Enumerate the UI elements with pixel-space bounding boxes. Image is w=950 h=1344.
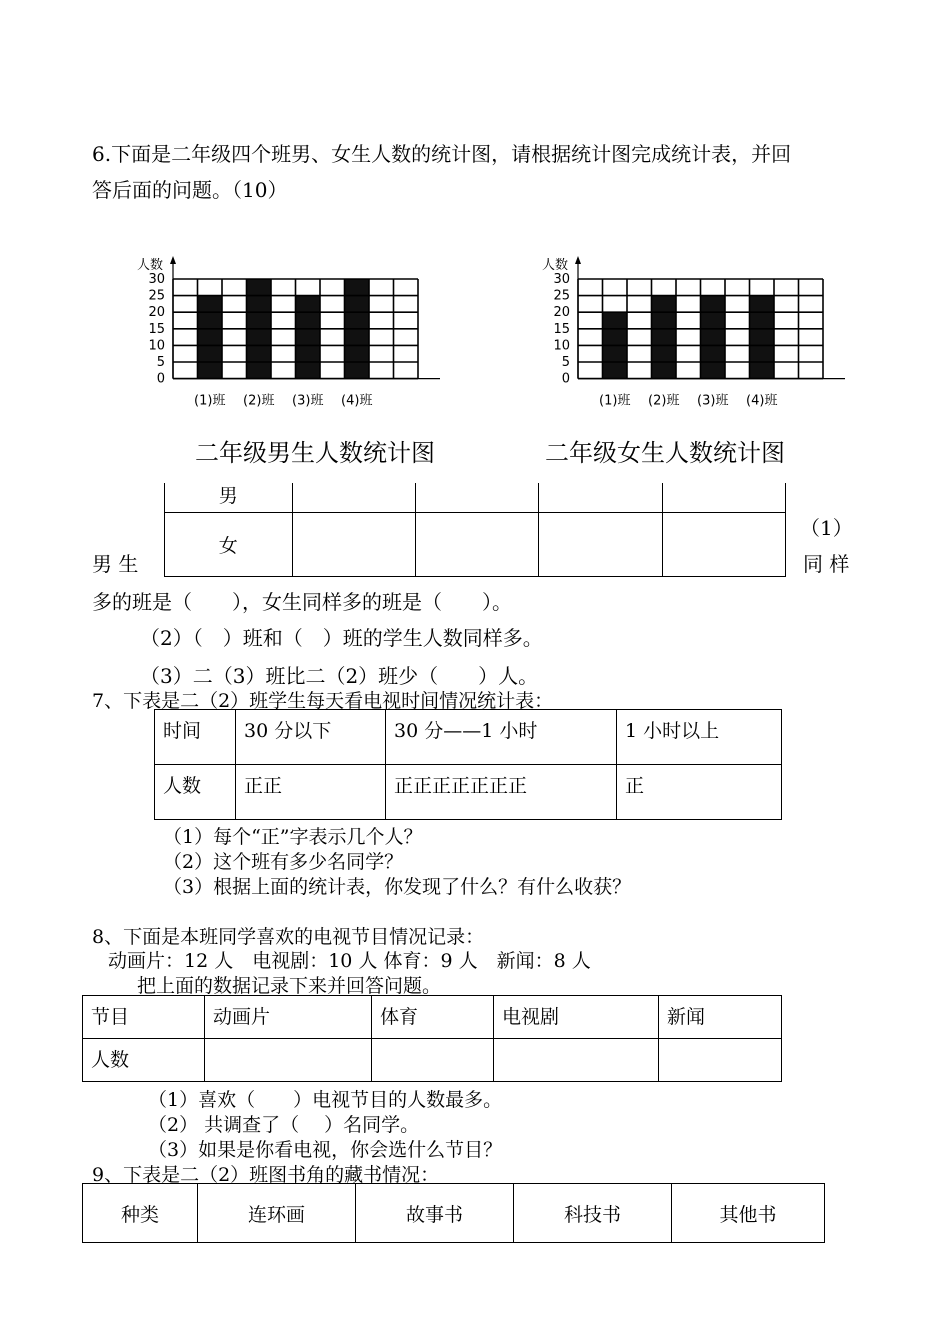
q7-header-under30: 30 分以下 (236, 710, 386, 765)
q7-header-30to60: 30 分——1 小时 (386, 710, 617, 765)
q7-row-label: 人数 (155, 765, 236, 820)
boy-bar-chart (120, 250, 440, 415)
q7-header-time: 时间 (155, 710, 236, 765)
q6-question-2: （2）（ ）班和（ ）班的学生人数同样多。 (140, 626, 543, 650)
table-cell[interactable] (659, 1039, 782, 1082)
y-axis-arrow (170, 256, 176, 264)
q7-tally-30to60: 正正正正正正正 (386, 765, 617, 820)
table-cell[interactable] (415, 483, 538, 513)
q7-question-3: （3）根据上面的统计表，你发现了什么？有什么收获？ (163, 876, 632, 898)
y-tick-label: 30 (553, 272, 570, 287)
table-cell[interactable] (539, 483, 662, 513)
q9-header-comics: 连环画 (198, 1184, 356, 1243)
table-cell-boy: 男 (218, 485, 238, 507)
table-cell[interactable] (372, 1039, 494, 1082)
category-label: (3)班 (697, 393, 729, 409)
q7-tally-over1h: 正 (617, 765, 782, 820)
q9-header-other: 其他书 (672, 1184, 825, 1243)
y-tick-label: 0 (561, 371, 570, 387)
q8-question-2: （2） 共调查了（ ）名同学。 (148, 1114, 420, 1136)
girl-chart-caption: 二年级女生人数统计图 (545, 439, 785, 467)
q6-prompt-line1: 6.下面是二年级四个班男、女生人数的统计图，请根据统计图完成统计表，并回 (92, 142, 792, 166)
q8-header-drama: 电视剧 (494, 996, 659, 1039)
q9-header-stories: 故事书 (356, 1184, 514, 1243)
bar-3 (296, 296, 321, 379)
category-label: (1)班 (194, 393, 226, 409)
q6-side-right-top: （1） (800, 516, 853, 540)
category-label: (4)班 (746, 393, 778, 409)
bar-4 (750, 296, 775, 379)
y-axis-label: 人数 (136, 258, 163, 273)
table-cell[interactable] (292, 483, 415, 513)
y-tick-label: 5 (156, 355, 165, 370)
q6-prompt-line2: 答后面的问题。（10） (92, 178, 288, 202)
category-label: (2)班 (648, 393, 680, 409)
y-tick-label: 10 (553, 338, 570, 354)
q9-title: 9、下表是二（2）班图书角的藏书情况： (92, 1164, 440, 1186)
q7-question-1: （1）每个“正”字表示几个人？ (163, 826, 423, 848)
q8-question-1: （1）喜欢（ ）电视节目的人数最多。 (148, 1089, 503, 1111)
q8-record: 动画片：12 人 电视剧：10 人 体育：9 人 新闻：8 人 (108, 950, 591, 972)
y-tick-label: 30 (148, 272, 165, 287)
table-cell[interactable] (662, 513, 785, 577)
table-cell[interactable] (205, 1039, 372, 1082)
q9-header-science: 科技书 (514, 1184, 672, 1243)
category-label: (4)班 (341, 393, 373, 409)
table-cell[interactable] (539, 513, 662, 577)
y-tick-label: 25 (553, 288, 570, 304)
y-tick-label: 15 (553, 321, 570, 337)
q8-header-sports: 体育 (372, 996, 494, 1039)
q6-table (164, 483, 786, 578)
q8-question-3: （3）如果是你看电视，你会选什么节目？ (148, 1139, 503, 1161)
q8-instruction: 把上面的数据记录下来并回答问题。 (137, 975, 442, 997)
table-cell[interactable] (494, 1039, 659, 1082)
table-cell-girl: 女 (218, 535, 238, 557)
q6-side-right-bottom: 同 样 (803, 552, 850, 576)
girl-bar-chart (525, 250, 845, 415)
q7-question-2: （2）这个班有多少名同学？ (163, 851, 404, 873)
table-cell[interactable] (415, 513, 538, 577)
y-tick-label: 0 (156, 371, 165, 387)
bar-2 (652, 296, 677, 379)
bar-1 (198, 296, 223, 379)
y-tick-label: 10 (148, 338, 165, 354)
y-axis-arrow (575, 256, 581, 264)
q8-header-program: 节目 (83, 996, 205, 1039)
q7-title: 7、下表是二（2）班学生每天看电视时间情况统计表： (92, 690, 554, 712)
category-label: (2)班 (243, 393, 275, 409)
y-tick-label: 15 (148, 321, 165, 337)
table-cell[interactable] (292, 513, 415, 577)
y-tick-label: 20 (148, 305, 165, 321)
q9-header-type: 种类 (83, 1184, 198, 1243)
q8-header-news: 新闻 (659, 996, 782, 1039)
q8-header-cartoon: 动画片 (205, 996, 372, 1039)
q9-table (82, 1183, 825, 1243)
table-cell[interactable] (662, 483, 785, 513)
y-tick-label: 25 (148, 288, 165, 304)
q8-table (82, 995, 782, 1082)
category-label: (3)班 (292, 393, 324, 409)
q7-header-over1h: 1 小时以上 (617, 710, 782, 765)
q7-table (154, 709, 782, 820)
q6-question-1: 多的班是（ ），女生同样多的班是（ ）。 (92, 590, 512, 614)
y-axis-label: 人数 (541, 258, 568, 273)
q6-question-3: （3）二（3）班比二（2）班少（ ）人。 (140, 664, 539, 688)
q8-title: 8、下面是本班同学喜欢的电视节目情况记录： (92, 926, 485, 948)
q6-side-left: 男 生 (92, 552, 139, 576)
q8-row-label: 人数 (83, 1039, 205, 1082)
y-tick-label: 20 (553, 305, 570, 321)
boy-chart-caption: 二年级男生人数统计图 (195, 439, 435, 467)
y-tick-label: 5 (561, 355, 570, 370)
category-label: (1)班 (599, 393, 631, 409)
q7-tally-under30: 正正 (236, 765, 386, 820)
bar-3 (701, 296, 726, 379)
